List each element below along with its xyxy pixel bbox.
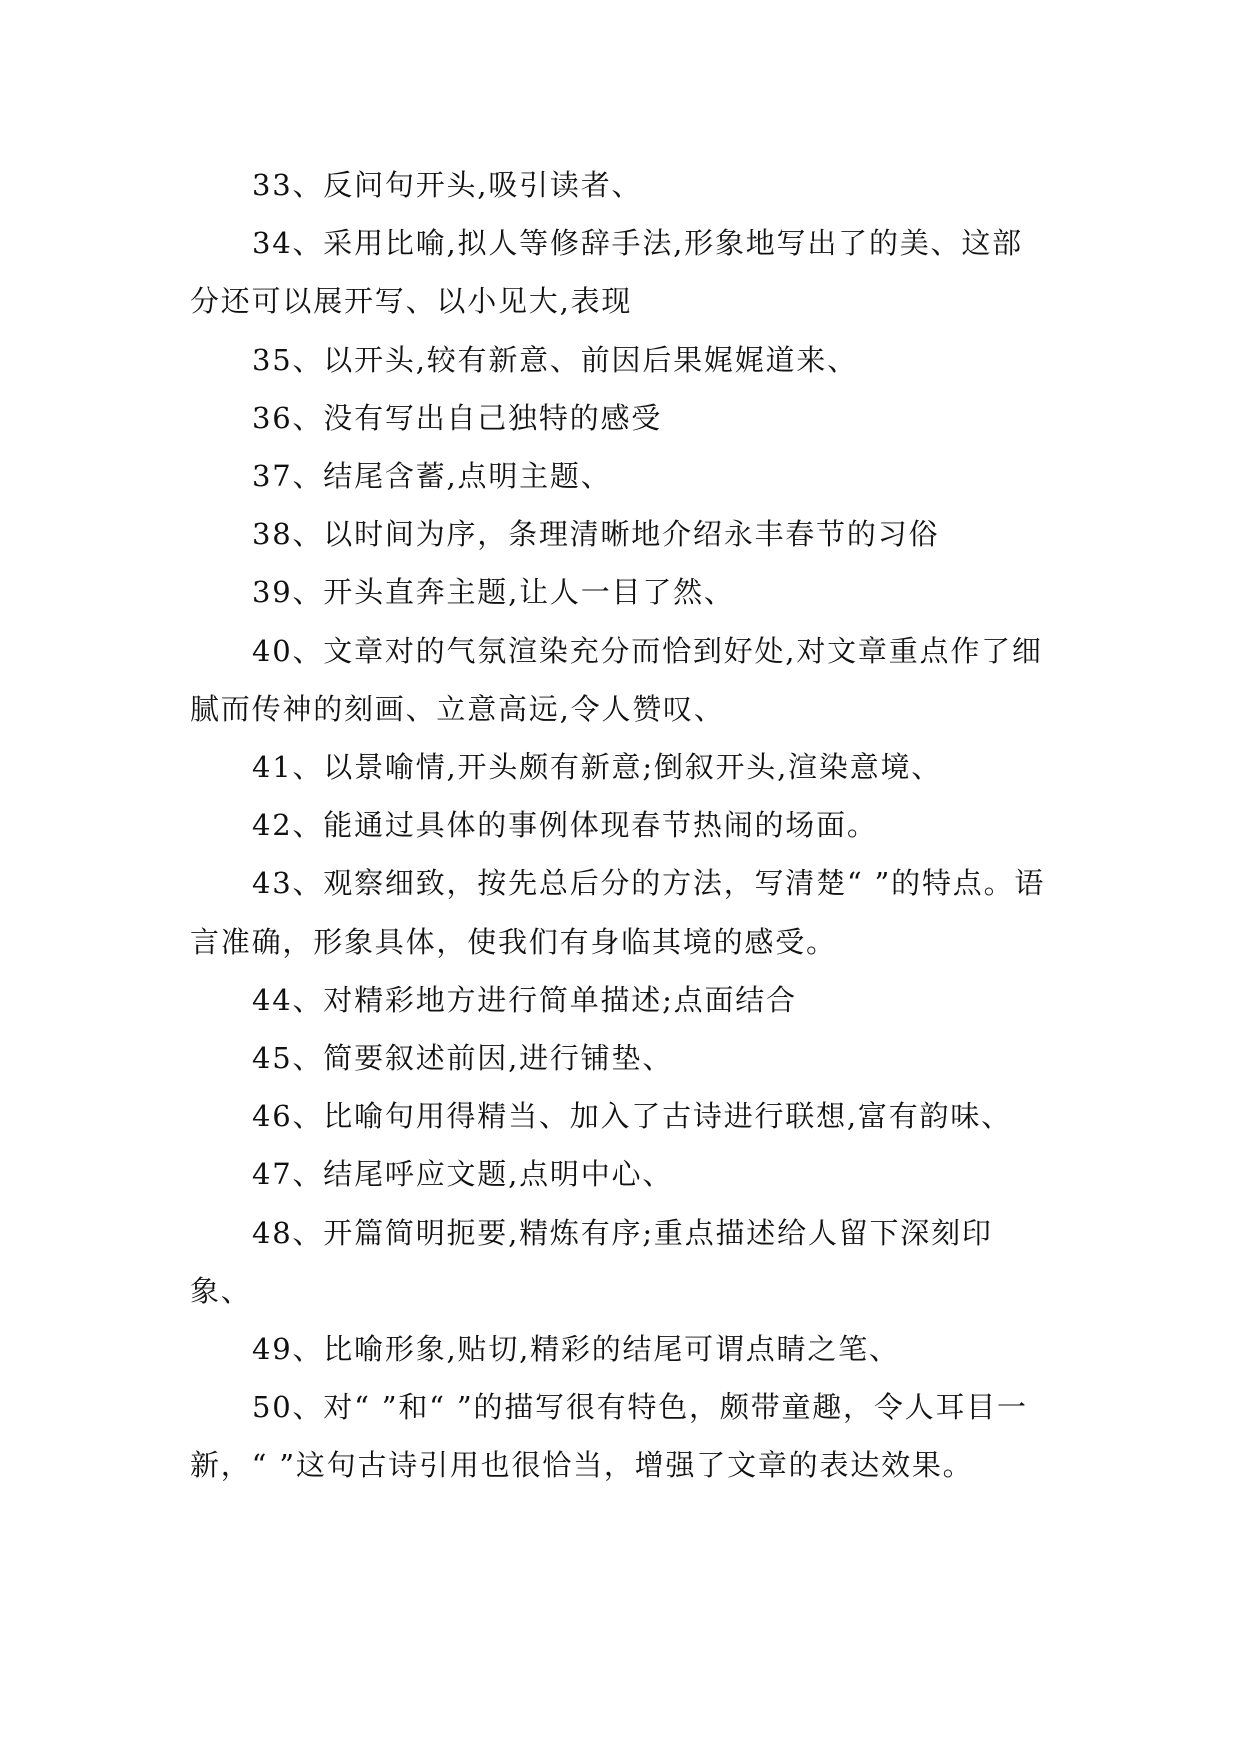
comment-item-38: 38、以时间为序，条理清晰地介绍永丰春节的习俗 bbox=[252, 517, 940, 552]
comment-item-42: 42、能通过具体的事例体现春节热闹的场面。 bbox=[252, 808, 878, 843]
comment-item-47: 47、结尾呼应文题,点明中心、 bbox=[252, 1157, 674, 1192]
comment-item-40: 40、文章对的气氛渲染充分而恰到好处,对文章重点作了细腻而传神的刻画、立意高远,令人赞叹、 bbox=[190, 633, 1043, 726]
comment-item-48: 48、开篇简明扼要,精炼有序;重点描述给人留下深刻印象、 bbox=[190, 1215, 993, 1308]
comment-item-44: 44、对精彩地方进行简单描述;点面结合 bbox=[252, 982, 797, 1017]
comment-item-35: 35、以开头,较有新意、前因后果娓娓道来、 bbox=[252, 342, 858, 377]
comment-item-49: 49、比喻形象,贴切,精彩的结尾可谓点睛之笔、 bbox=[252, 1332, 900, 1367]
comment-item-37: 37、结尾含蓄,点明主题、 bbox=[252, 459, 612, 494]
comment-item-45: 45、简要叙述前因,进行铺垫、 bbox=[252, 1041, 674, 1076]
comment-item-50: 50、对“ ”和“ ”的描写很有特色，颇带童趣，令人耳目一新，“ ”这句古诗引用也很恰当，增强了文章的表达效果。 bbox=[190, 1390, 1028, 1483]
comment-item-33: 33、反问句开头,吸引读者、 bbox=[252, 168, 643, 202]
comment-item-41: 41、以景喻情,开头颇有新意;倒叙开头,渲染意境、 bbox=[252, 750, 943, 785]
comment-item-39: 39、开头直奔主题,让人一目了然、 bbox=[252, 575, 735, 610]
comment-item-43: 43、观察细致，按先总后分的方法，写清楚“ ”的特点。语言准确，形象具体，使我们有身临其境的感受。 bbox=[190, 866, 1046, 959]
comment-item-46: 46、比喻句用得精当、加入了古诗进行联想,富有韵味、 bbox=[252, 1099, 1012, 1134]
document-body bbox=[190, 156, 1050, 1495]
comment-item-36: 36、没有写出自己独特的感受 bbox=[252, 400, 663, 435]
comment-item-34: 34、采用比喻,拟人等修辞手法,形象地写出了的美、这部分还可以展开写、以小见大,表现 bbox=[190, 226, 1023, 319]
